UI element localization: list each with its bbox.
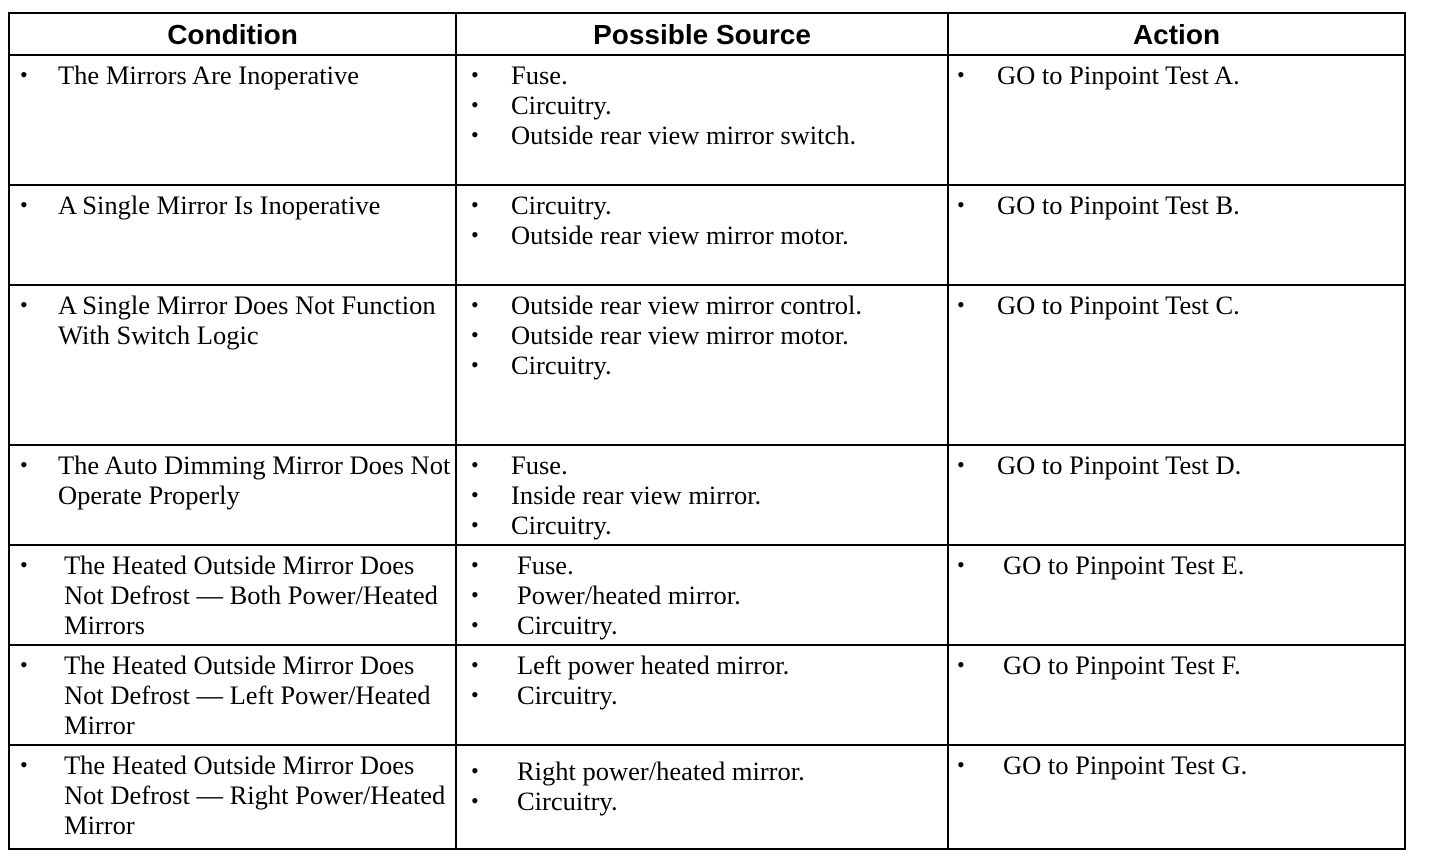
- possible-source-cell: [456, 55, 948, 185]
- action-cell: [948, 285, 1405, 445]
- header-possible-source: Possible Source: [456, 13, 948, 55]
- possible-source-item: • Fuse.: [457, 60, 947, 90]
- possible-source-cell: [456, 545, 948, 645]
- possible-source-cell: [456, 445, 948, 545]
- action-cell: [948, 745, 1405, 849]
- action-cell: [948, 185, 1405, 285]
- possible-source-item: • Outside rear view mirror motor.: [457, 320, 947, 350]
- condition-cell: [9, 55, 456, 185]
- action-cell: [948, 545, 1405, 645]
- action-text: • GO to Pinpoint Test E.: [949, 550, 1404, 580]
- possible-source-cell: [456, 185, 948, 285]
- condition-text: • The Heated Outside Mirror Does Not Defrost — Left Power/Heated Mirror: [10, 650, 455, 740]
- possible-source-cell: [456, 745, 948, 849]
- possible-source-item: • Outside rear view mirror control.: [457, 290, 947, 320]
- possible-source-item: • Right power/heated mirror.: [457, 756, 947, 786]
- diagnosis-table-wrapper: [8, 12, 1404, 850]
- possible-source-item: • Inside rear view mirror.: [457, 480, 947, 510]
- action-cell: [948, 55, 1405, 185]
- condition-cell: [9, 285, 456, 445]
- possible-source-item: • Circuitry.: [457, 680, 947, 710]
- condition-cell: [9, 445, 456, 545]
- header-action: Action: [948, 13, 1405, 55]
- table-row: [9, 445, 1405, 545]
- condition-text: • A Single Mirror Does Not Function With Switch Logic: [10, 290, 455, 350]
- condition-cell: [9, 185, 456, 285]
- possible-source-item: • Fuse.: [457, 450, 947, 480]
- action-cell: [948, 445, 1405, 545]
- possible-source-item: • Power/heated mirror.: [457, 580, 947, 610]
- table-row: [9, 55, 1405, 185]
- possible-source-item: • Fuse.: [457, 550, 947, 580]
- condition-text: • The Heated Outside Mirror Does Not Defrost — Right Power/Heated Mirror: [10, 750, 455, 840]
- possible-source-item: • Circuitry.: [457, 90, 947, 120]
- condition-cell: [9, 745, 456, 849]
- possible-source-item: • Outside rear view mirror motor.: [457, 220, 947, 250]
- possible-source-item: • Circuitry.: [457, 610, 947, 640]
- action-text: • GO to Pinpoint Test D.: [949, 450, 1404, 480]
- table-row: [9, 185, 1405, 285]
- possible-source-item: • Outside rear view mirror switch.: [457, 120, 947, 150]
- table-body: [9, 55, 1405, 849]
- possible-source-item: • Circuitry.: [457, 190, 947, 220]
- condition-text: • The Mirrors Are Inoperative: [10, 60, 455, 90]
- symptom-chart-table: [8, 12, 1406, 850]
- possible-source-item: • Left power heated mirror.: [457, 650, 947, 680]
- table-row: [9, 545, 1405, 645]
- possible-source-item: • Circuitry.: [457, 350, 947, 380]
- possible-source-cell: [456, 285, 948, 445]
- table-row: [9, 645, 1405, 745]
- possible-source-item: • Circuitry.: [457, 786, 947, 816]
- condition-text: • The Auto Dimming Mirror Does Not Operate Properly: [10, 450, 455, 510]
- action-text: • GO to Pinpoint Test B.: [949, 190, 1404, 220]
- table-row: [9, 745, 1405, 849]
- action-cell: [948, 645, 1405, 745]
- condition-cell: [9, 545, 456, 645]
- condition-text: • A Single Mirror Is Inoperative: [10, 190, 455, 220]
- header-row: [9, 13, 1405, 55]
- action-text: • GO to Pinpoint Test G.: [949, 750, 1404, 780]
- possible-source-cell: [456, 645, 948, 745]
- table-row: [9, 285, 1405, 445]
- action-text: • GO to Pinpoint Test C.: [949, 290, 1404, 320]
- action-text: • GO to Pinpoint Test A.: [949, 60, 1404, 90]
- action-text: • GO to Pinpoint Test F.: [949, 650, 1404, 680]
- condition-cell: [9, 645, 456, 745]
- possible-source-item: • Circuitry.: [457, 510, 947, 540]
- condition-text: • The Heated Outside Mirror Does Not Defrost — Both Power/Heated Mirrors: [10, 550, 455, 640]
- header-condition: Condition: [9, 13, 456, 55]
